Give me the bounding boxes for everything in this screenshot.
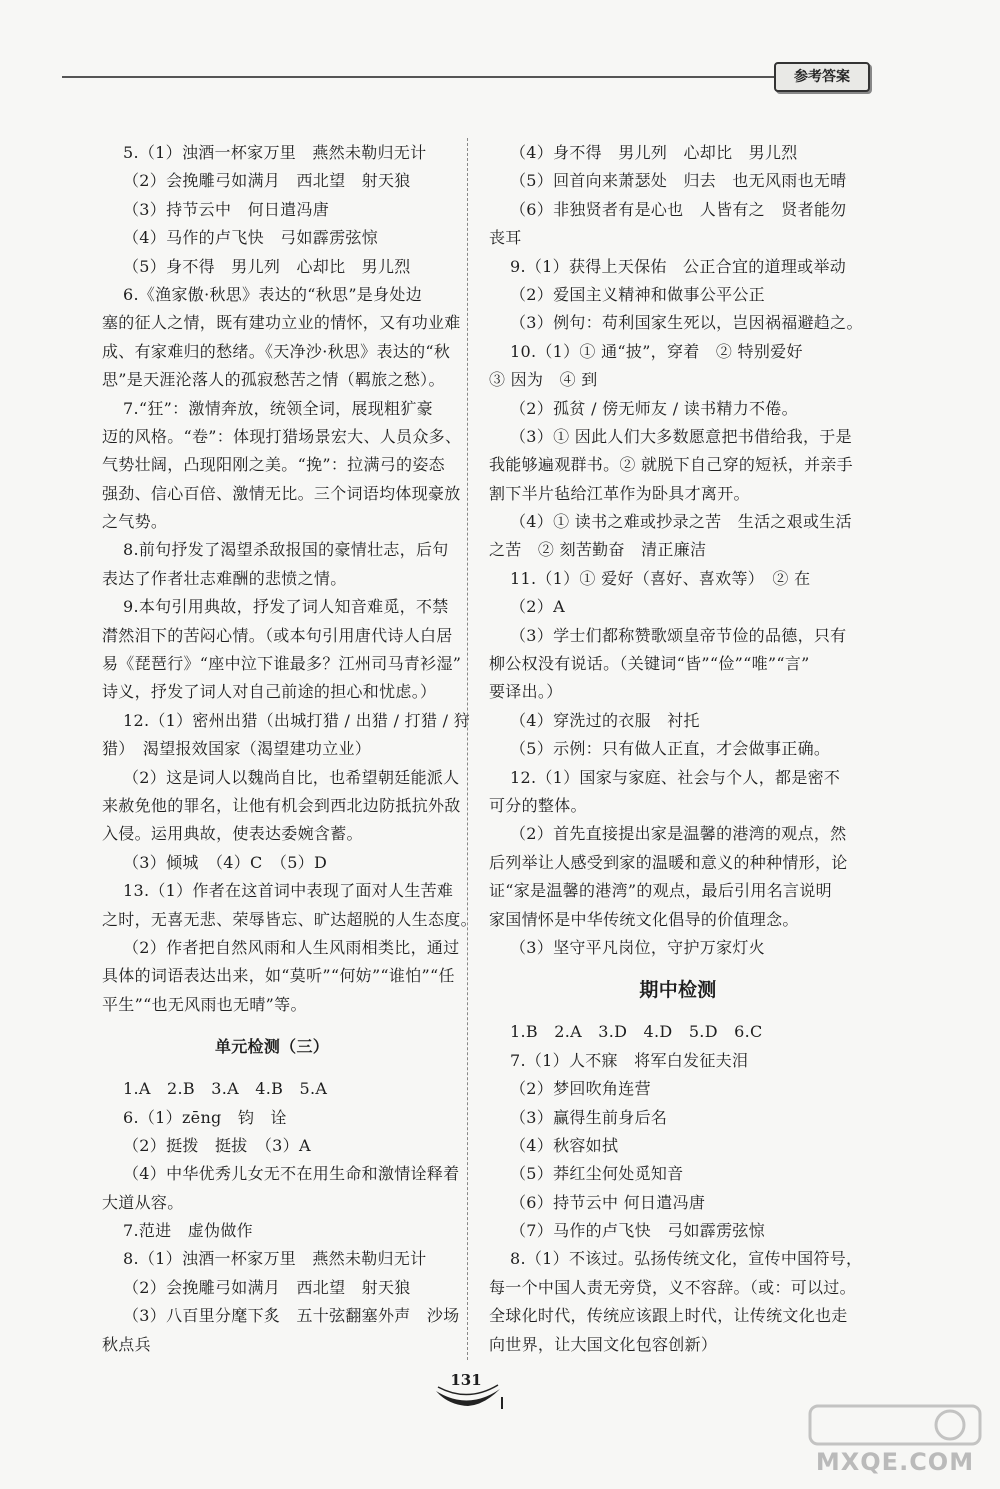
answer-line: 要译出。） xyxy=(489,682,563,702)
answer-line: 后列举让人感受到家的温暖和意义的种种情形，论 xyxy=(489,852,848,872)
watermark-logo-icon xyxy=(800,1400,990,1450)
answer-line: 割下半片毡给江革作为卧具才离开。 xyxy=(489,483,750,503)
answer-line: ③ 因为 ④ 到 xyxy=(489,370,598,390)
answer-line: 7.（1）人不寐 将军白发征夫泪 xyxy=(510,1050,749,1070)
section-title: 单元检测（三） xyxy=(214,1037,330,1057)
answer-line: （5）莽红尘何处觅知音 xyxy=(510,1164,684,1184)
answer-line: 5.（1）浊酒一杯家万里 燕然未勒归无计 xyxy=(123,143,427,162)
answer-line: 13.（1）作者在这首词中表现了面对人生苦难 xyxy=(123,881,454,901)
answer-line: （6）非独贤者有是心也 人皆有之 贤者能勿 xyxy=(510,199,847,219)
answer-line: （2）这是词人以魏尚自比，也希望朝廷能派人 xyxy=(123,767,460,787)
answer-line: 6.（1）zēng 钧 诠 xyxy=(123,1107,287,1127)
answer-line: 之气势。 xyxy=(102,512,168,532)
answer-line: （3）倾城 （4）C （5）D xyxy=(123,852,328,872)
answer-line: 向世界，让大国文化包容创新） xyxy=(489,1334,718,1354)
answer-line: 诗义，抒发了词人对自己前途的担心和忧虑。） xyxy=(102,682,437,702)
answer-line: （7）马作的卢飞快 弓如霹雳弦惊 xyxy=(510,1221,765,1241)
answer-line: 6.《渔家傲·秋思》表达的“秋思”是身处边 xyxy=(123,284,423,304)
answer-line: 迈的风格。“卷”：体现打猎场景宏大、人员众多、 xyxy=(102,426,462,446)
answer-line: 秋点兵 xyxy=(102,1334,151,1354)
answer-line: 7.范进 虚伪做作 xyxy=(123,1221,253,1241)
answer-line: 思”是天涯沦落人的孤寂愁苦之情（羁旅之愁）。 xyxy=(102,370,445,390)
answer-line: （3）学士们都称赞歌颂皇帝节俭的品德，只有 xyxy=(510,625,847,645)
right-column xyxy=(489,139,867,1359)
answer-line: 平生”“也无风雨也无晴”等。 xyxy=(102,994,307,1014)
answer-line: （3）持节云中 何日遣冯唐 xyxy=(123,199,330,219)
answer-line: （3）八百里分麾下炙 五十弦翻塞外声 沙场 xyxy=(123,1306,460,1326)
answer-line: （2）A xyxy=(510,597,565,617)
answer-line: （4）马作的卢飞快 弓如霹雳弦惊 xyxy=(123,228,378,248)
answer-line: （2）挺拨 挺拔 （3）A xyxy=(123,1135,311,1155)
answer-line: 来赦免他的罪名，让他有机会到西北边防抵抗外敌 xyxy=(102,795,461,815)
answer-line: （4）穿洗过的衣服 衬托 xyxy=(510,710,700,730)
page-number: 131 xyxy=(450,1371,482,1389)
answer-line: 成、有家难归的愁绪。《天净沙·秋思》表达的“秋 xyxy=(102,341,451,361)
header-rule xyxy=(62,76,774,78)
answer-line: 家国情怀是中华传统文化倡导的价值理念。 xyxy=(489,909,799,929)
answer-line: （5）回首向来萧瑟处 归去 也无风雨也无晴 xyxy=(510,171,847,191)
answer-line: 易《琵琶行》“座中泣下谁最多？江州司马青衫湿” xyxy=(102,654,462,674)
watermark xyxy=(800,1400,990,1480)
answer-line: 表达了作者壮志难酬的悲愤之情。 xyxy=(102,568,347,588)
answer-line: 丧耳 xyxy=(489,228,522,248)
answer-line: 猎） 渴望报效国家（渴望建功立业） xyxy=(102,739,372,759)
answer-line: 8.（1）浊酒一杯家万里 燕然未勒归无计 xyxy=(123,1249,427,1269)
answer-line: 1.A 2.B 3.A 4.B 5.A xyxy=(123,1079,328,1099)
answer-line: （3）例句：苟利国家生死以，岂因祸福避趋之。 xyxy=(510,313,863,333)
answer-line: （2）作者把自然风雨和人生风雨相类比，通过 xyxy=(123,937,460,957)
answer-line: 证“家是温馨的港湾”的观点，最后引用名言说明 xyxy=(489,881,832,901)
answer-line: 具体的词语表达出来，如“莫听”“何妨”“谁怕”“任 xyxy=(102,966,455,986)
answer-line: 7.“狂”：激情奔放，统领全词，展现粗犷豪 xyxy=(123,398,433,418)
answer-line: 8.前句抒发了渴望杀敌报国的豪情壮志，后句 xyxy=(123,540,449,560)
answer-line: 每一个中国人责无旁贷，义不容辞。（或：可以过。 xyxy=(489,1277,856,1297)
answer-line: （5）身不得 男儿列 心却比 男儿烈 xyxy=(123,256,411,276)
answer-line: 10.（1）① 通“披”，穿着 ② 特别爱好 xyxy=(510,341,803,361)
answer-line: 12.（1）密州出猎（出城打猎 / 出猎 / 打猎 / 狩 xyxy=(123,710,471,730)
answer-line: 入侵。运用典故，使表达委婉含蓄。 xyxy=(102,824,363,844)
watermark-text: MXQE.COM xyxy=(815,1448,975,1476)
answer-line: （2）孤贫 / 傍无师友 / 读书精力不倦。 xyxy=(510,398,798,418)
answer-line: （4）中华优秀儿女无不在用生命和激情诠释着 xyxy=(123,1164,460,1184)
answer-line: 9.本句引用典故，抒发了词人知音难觅，不禁 xyxy=(123,597,449,617)
answer-line: （5）示例：只有做人正直，才会做事正确。 xyxy=(510,739,831,759)
answer-line: （2）爱国主义精神和做事公平公正 xyxy=(510,284,765,304)
answer-line: 气势壮阔，凸现阳刚之美。“挽”：拉满弓的姿态 xyxy=(102,455,445,475)
answer-line: （4）身不得 男儿列 心却比 男儿烈 xyxy=(510,143,798,162)
answer-line: 强劲、信心百倍、激情无比。三个词语均体现豪放 xyxy=(102,483,461,503)
answer-line: 大道从容。 xyxy=(102,1192,184,1212)
answer-line: （3）赢得生前身后名 xyxy=(510,1107,668,1127)
answer-line: 8.（1）不该过。弘扬传统文化，宣传中国符号， xyxy=(510,1249,863,1269)
answer-line: 潸然泪下的苦闷心情。（或本句引用唐代诗人白居 xyxy=(102,625,453,645)
section-title: 期中检测 xyxy=(639,979,717,1002)
page-number-ornament xyxy=(434,1365,506,1415)
answer-line: 可分的整体。 xyxy=(489,795,587,815)
answer-line: （6）持节云中 何日遣冯唐 xyxy=(510,1192,706,1212)
left-column xyxy=(102,139,477,1359)
answer-line: （4）① 读书之难或抄录之苦 生活之艰或生活 xyxy=(510,512,852,532)
answer-line: 12.（1）国家与家庭、社会与个人，都是密不 xyxy=(510,767,841,787)
answer-line: 之苦 ② 刻苦勤奋 清正廉洁 xyxy=(489,540,707,560)
answer-line: 全球化时代，传统应该跟上时代，让传统文化也走 xyxy=(489,1306,848,1326)
header-badge: 参考答案 xyxy=(774,62,870,92)
answer-line: 柳公权没有说话。（关键词“皆”“俭”“唯”“言” xyxy=(489,654,810,674)
answer-line: （4）秋容如拭 xyxy=(510,1135,619,1155)
answer-line: （2）梦回吹角连营 xyxy=(510,1079,651,1099)
column-divider xyxy=(467,138,468,1360)
answer-line: 塞的征人之情，既有建功立业的情怀，又有功业难 xyxy=(102,313,461,333)
answer-line: 9.（1）获得上天保佑 公正合宜的道理或举动 xyxy=(510,256,847,276)
answer-line: 1.B 2.A 3.D 4.D 5.D 6.C xyxy=(510,1022,763,1042)
answer-line: 11.（1）① 爱好（喜好、喜欢等） ② 在 xyxy=(510,568,811,588)
answer-line: （2）会挽雕弓如满月 西北望 射天狼 xyxy=(123,1277,411,1297)
answer-line: （3）坚守平凡岗位，守护万家灯火 xyxy=(510,937,765,957)
answer-line: （3）① 因此人们大多数愿意把书借给我，于是 xyxy=(510,426,852,446)
answer-line: 之时，无喜无悲、荣辱皆忘、旷达超脱的人生态度。 xyxy=(102,909,477,929)
answer-line: （2）首先直接提出家是温馨的港湾的观点，然 xyxy=(510,824,847,844)
answer-line: 我能够遍观群书。② 就脱下自己穿的短袄，并亲手 xyxy=(489,455,853,475)
answer-line: （2）会挽雕弓如满月 西北望 射天狼 xyxy=(123,171,411,191)
